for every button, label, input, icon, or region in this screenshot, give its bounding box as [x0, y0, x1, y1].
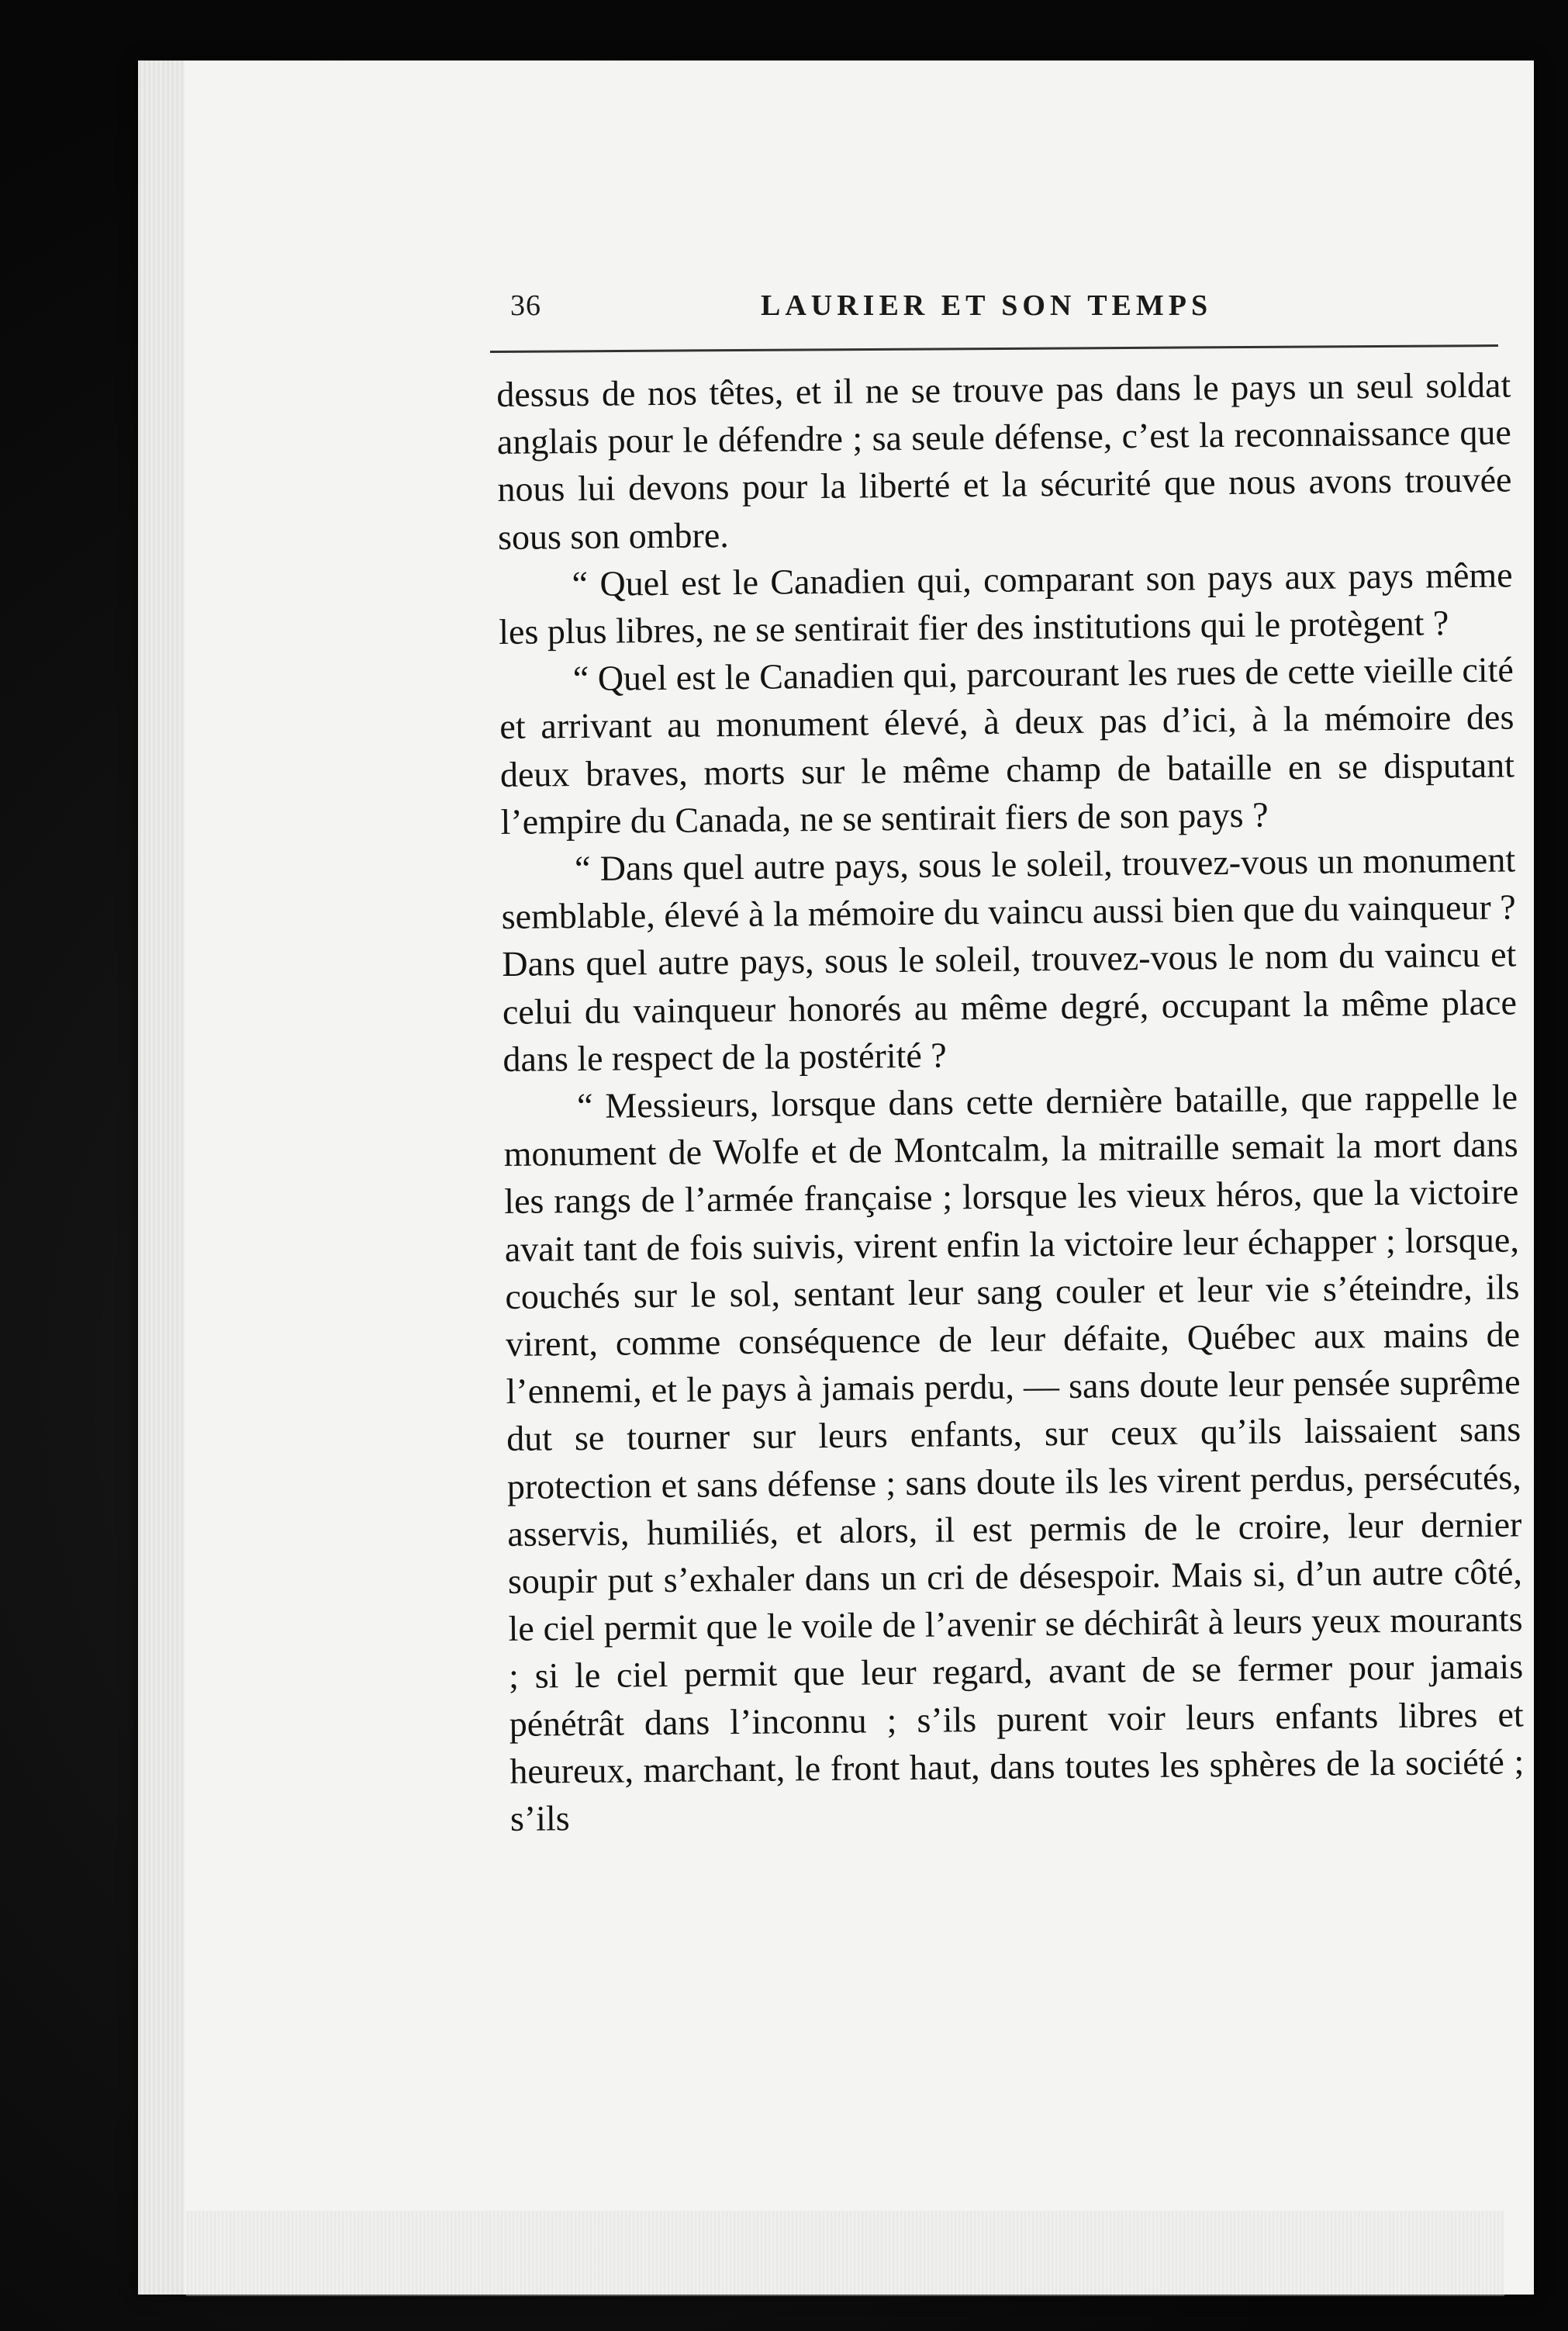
page-edge-left: [138, 61, 185, 2295]
paragraph-continuation: dessus de nos têtes, et il ne se trouve pas dans le pays un seul soldat anglais pour le défendre ; sa seule défense, c’est la reconnaissance que nous lui devons pour la liberté et la sécurité que nous avons trouvée sous son ombre.: [496, 365, 1512, 557]
paragraph-quote: “ Quel est le Canadien qui, parcourant les rues de cette vieille cité et arrivant au monument élevé, à deux pas d’ici, à la mémoire des deux braves, morts sur le même champ de bataille en se disputant l’empire du Canada, ne se sentirait fiers de son pays ?: [499, 649, 1515, 842]
paragraph-quote: “ Quel est le Canadien qui, comparant son pays aux pays même les plus libres, ne se sentirait fier des institutions qui le protègent ?: [498, 555, 1513, 652]
page-header: [493, 289, 1498, 335]
page-number: 36: [510, 289, 541, 322]
paragraph-quote: “ Messieurs, lorsque dans cette dernière bataille, que rappelle le monument de Wolfe et de Montcalm, la mitraille semait la mort dans les rangs de l’armée française ; lorsque les vieux héros, que la victoire avait tant de fois suivis, virent enfin la victoire leur échapper ; lorsque, couchés sur le sol, sentant leur sang couler et leur vie s’éteindre, ils virent, comme conséquence de leur défaite, Québec aux mains de l’ennemi, et le pays à jamais perdu, — sans doute leur pensée suprême dut se tourner sur leurs enfants, sur ceux qu’ils laissaient sans protection et sans défense ; sans doute ils les virent perdus, persécutés, asservis, humiliés, et alors, il est permis de le croire, leur dernier soupir put s’exhaler dans un cri de désespoir. Mais si, d’un autre côté, le ciel permit que le voile de l’avenir se déchirât à leurs yeux mourants ; si le ciel permit que leur regard, avant de se fermer pour jamais pénétrât dans l’inconnu ; s’ils purent voir leurs enfants libres et heureux, marchant, le front haut, dans toutes les sphères de la société ; s’ils: [503, 1077, 1525, 1839]
paragraph-quote: “ Dans quel autre pays, sous le soleil, trouvez-vous un monument semblable, élevé à la mémoire du vaincu aussi bien que du vainqueur ? Dans quel autre pays, sous le soleil, trouvez-vous le nom du vaincu et celui du vainqueur honorés au même degré, occupant la même place dans le respect de la postérité ?: [501, 839, 1518, 1079]
running-title: LAURIER ET SON TEMPS: [761, 289, 1213, 322]
page-edge-bottom: [186, 2211, 1504, 2296]
body-text: [496, 361, 1525, 1842]
